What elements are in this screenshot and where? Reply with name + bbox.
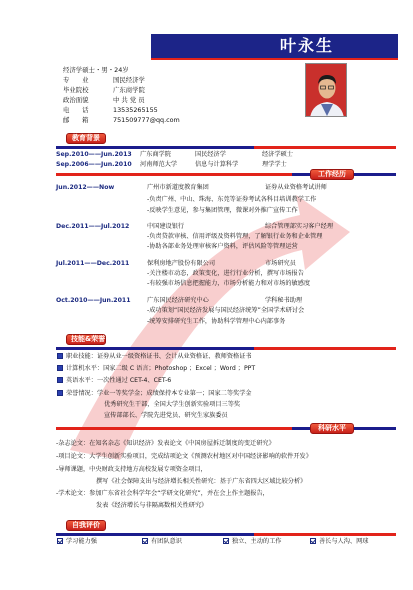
job-desc: -负责广州、中山、珠海、东莞等证券考试各科目培训教学工作 (147, 196, 317, 203)
job-org: 广东国民经济研究中心 (147, 297, 209, 304)
checkbox-checked-icon (57, 538, 63, 544)
edu-period: Sep.2010——Jun.2013 (56, 151, 132, 158)
candidate-name: 叶永生 (280, 36, 335, 55)
political-value: 中 共 党 员 (113, 96, 145, 104)
research-item: -杂志论文：在知名杂志《知识经济》发表论文《中国房屋拆迁制度的变迁研究》 (56, 440, 275, 447)
job-desc: -有较强市场信息把握能力，市场分析能力和对市场的敏感度 (147, 280, 311, 287)
political-label: 政治面貌 (63, 96, 89, 104)
self-eval-divider-red (254, 533, 396, 536)
edu-major: 国民经济学 (195, 151, 226, 158)
skill-item: 英语水平：一次性通过 CET-4、CET-6 (57, 377, 171, 385)
bullet-square-icon (57, 365, 63, 371)
bullet-square-icon (57, 377, 63, 383)
job-desc: -统筹安排研究生工作，协助科学管理中心内部事务 (147, 318, 286, 325)
job-org: 广州市新道度教育集团 (147, 184, 209, 191)
self-eval-heading: 自我评价 (66, 520, 106, 531)
job-role: 证券从业资格考试讲师 (265, 184, 327, 191)
checkbox-checked-icon (310, 538, 316, 544)
edu-period: Sep.2006——Jun.2010 (56, 161, 132, 168)
education-divider-blue (56, 146, 254, 149)
research-item: 撰写《社会保障支出与经济增长相关性研究：基于广东省四大区域比较分析》 (96, 478, 307, 485)
checkbox-checked-icon (223, 538, 229, 544)
job-period: Oct.2010——Jun.2011 (56, 297, 131, 304)
person-photo-icon (306, 64, 347, 117)
major-label: 专 业 (63, 76, 89, 84)
research-divider-red (56, 427, 292, 430)
skills-divider-red (254, 347, 396, 350)
skills-divider-blue (56, 347, 254, 350)
edu-degree: 经济学硕士 (262, 151, 293, 158)
job-desc: -成功策划“国民经济发展与国民经济统筹”全国学术研讨会 (147, 307, 305, 314)
self-eval-item: 善长与人沟、网球 (310, 538, 369, 546)
skill-item: 计算机水平：国家二级 C 语言；Photoshop ；Excel ；Word ；PPT (57, 365, 255, 373)
research-heading: 科研水平 (310, 423, 354, 434)
job-desc: -反映学生意见，参与集团管理，微课对外推广宣传工作 (147, 207, 298, 214)
email-label: 邮 箱 (63, 116, 89, 124)
profile-photo (305, 63, 347, 117)
name-banner (151, 34, 398, 58)
skill-item: 职业技能：证券从业一级资格证书、会计从业资格证、教师资格证书 (57, 353, 252, 361)
research-item: 发表《经济增长与非隔离数相关性研究》 (96, 502, 208, 509)
bullet-square-icon (57, 390, 63, 396)
job-role: 综合管理部实习客户经理 (265, 223, 334, 230)
self-eval-item: 独立、主动的工作 (223, 538, 282, 546)
research-item: -项目论文：大学生创新实验项目，完成结项论文《预测农村地区对中国经济影响的软件开发》 (56, 453, 312, 460)
edu-degree: 理学学士 (262, 161, 287, 168)
email-value[interactable]: 751509777@qq.com (113, 116, 180, 124)
research-item: -学术论文：参加广东省社会科学年会“学研文化研究”，并在会上作主题报告， (56, 490, 269, 497)
job-desc: -协助各部业务处理审核客户资料，评估风险等管理运营 (147, 243, 298, 250)
work-heading: 工作经历 (310, 169, 354, 180)
self-eval-divider-blue (56, 533, 254, 536)
phone-value: 13535265155 (113, 106, 158, 114)
school-value: 广东商学院 (113, 86, 145, 94)
major-value: 国民经济学 (113, 76, 145, 84)
research-item: -导师课题，中央财政支持地方高校发展专项资金项目， (56, 466, 207, 473)
job-period: Jul.2011——Dec.2011 (56, 260, 130, 267)
self-eval-item: 学习能力强 (57, 538, 97, 546)
job-period: Dec.2011——Jul.2012 (56, 223, 130, 230)
edu-school: 广东商学院 (140, 151, 171, 158)
edu-major: 信息与计算科学 (195, 161, 239, 168)
name-banner-red-edge (151, 58, 398, 60)
honor-line: 宣传部部长、学院先进党员、研究生家族委员 (104, 412, 228, 419)
job-desc: -关注楼市动态，政策变化，进行行业分析，撰写市场报告 (147, 270, 304, 277)
phone-label: 电 话 (63, 106, 89, 114)
checkbox-checked-icon (142, 538, 148, 544)
education-heading: 教育背景 (66, 133, 106, 144)
self-eval-item: 有团队意识 (142, 538, 182, 546)
job-org: 中国建设银行 (147, 223, 185, 230)
school-label: 毕业院校 (63, 86, 89, 94)
work-divider-red (56, 173, 292, 176)
skill-item: 荣誉情况：学业一等奖学金；成绩保持本专业第一；国家二等奖学金 (57, 390, 252, 398)
education-divider-red (254, 146, 396, 149)
skills-heading: 技能&荣誉 (66, 334, 106, 345)
honor-line: 优秀研究生干部，全国大学生创新实验项目三等奖 (104, 401, 241, 408)
edu-school: 河南师范大学 (140, 161, 178, 168)
degree-gender-age: 经济学硕士・男・24岁 (63, 66, 129, 74)
job-period: Jun.2012——Now (56, 184, 115, 191)
job-role: 市场研究员 (265, 260, 296, 267)
bullet-square-icon (57, 353, 63, 359)
job-desc: -负责贷款审核、信用评级及资料管理，了解银行业务和企业管理 (147, 233, 323, 240)
job-org: 保利房地产股份有限公司 (147, 260, 216, 267)
job-role: 学科秘书助理 (265, 297, 303, 304)
